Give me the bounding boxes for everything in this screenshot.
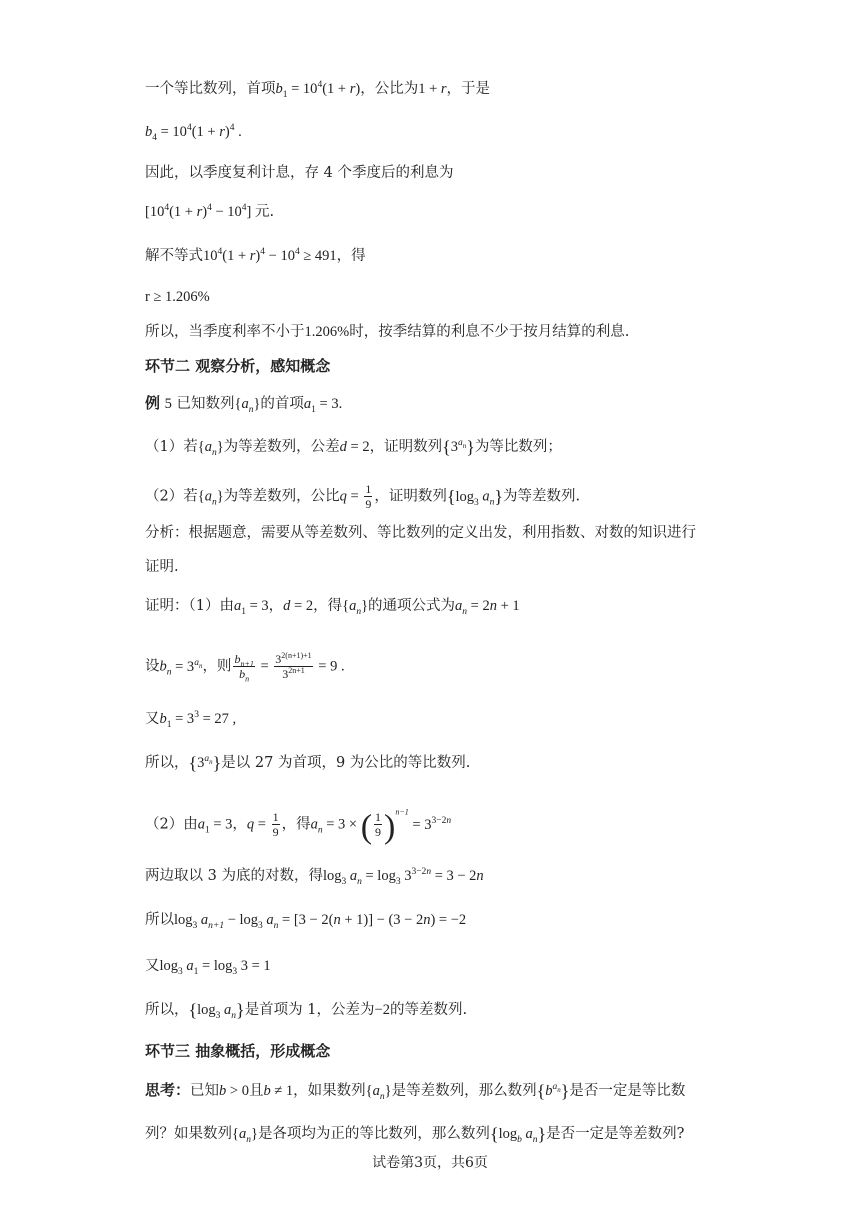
section-heading: 环节三 抽象概括，形成概念 [145, 1042, 331, 1060]
text: 所以， [145, 1002, 189, 1018]
page-footer: 试卷第3页，共6页 [372, 1155, 488, 1171]
text: ，证明数列 [374, 488, 447, 505]
text: ，于是 [446, 81, 491, 97]
text: ，得 [336, 248, 366, 264]
text: ，如果数列 [293, 1083, 366, 1099]
text: （2）由 [145, 816, 198, 833]
formula-line: 又$\log_3 a_1 = \log_3 3 = 1$ [145, 958, 271, 977]
text: 的通项公式为 [368, 598, 456, 614]
formula-line: $b_4 = 10^4(1 + r)^4$ . [145, 123, 242, 143]
text: ， [232, 816, 247, 833]
text: 且 [248, 1083, 264, 1099]
text: （2）若 [145, 488, 198, 505]
text: 又 [145, 711, 160, 727]
text: 1.206% [304, 324, 350, 340]
text: 又 [145, 958, 160, 974]
text: 证明：（1）由 [145, 598, 234, 614]
text-line: （2）若$\{a_n\}$为等差数列，公比q = $\frac{1}{9}$ ，证明数列{$\log_3$ $a_n$}为等差数列. [145, 482, 581, 511]
text: 为等比数列； [474, 439, 562, 455]
text: 所以 [145, 912, 174, 928]
text-line: 所以，$\{3^{a_n}\}$是以 27 为首项，9 为公比的等比数列. [145, 753, 471, 773]
text-line: 所以，{$\log_3$ $a_n$}是首项为 1，公差为−2的等差数列. [145, 1000, 468, 1021]
text: 5 [164, 396, 172, 412]
text-line: 因此，以季度复利计息，存 4 个季度后的利息为 [145, 165, 454, 181]
text: （1）若 [145, 439, 198, 455]
example-line: 例 5 已知数列$\{a_n\}$的首项$a_1 = 3$. [145, 394, 343, 415]
text: ， [268, 598, 284, 614]
text: 所以， [145, 755, 189, 771]
text: 为等差数列. [503, 488, 581, 505]
text-line [145, 322, 629, 342]
text: ，公比为 [360, 81, 419, 97]
text: r ≥ 1.206% [145, 289, 210, 305]
formula-line: 又$b_1 = 3^3 = 27$ , [145, 710, 237, 730]
text: 列？如果数列 [145, 1126, 232, 1142]
text-line: 解不等式$10^4(1 + r)^4 - 10^4 \ge 491$，得 [145, 247, 366, 264]
text: 两边取以 3 为底的对数，得 [145, 868, 323, 884]
text-line: 证明. [145, 559, 179, 575]
text: 是否一定是等差数列? [546, 1126, 685, 1142]
text: 一个等比数列，首项 [145, 81, 276, 97]
text: 已知数列 [176, 396, 235, 412]
section-heading: 环节二 观察分析，感知概念 [145, 357, 331, 375]
formula-line: 所以$\log_3 a_{n+1} - \log_3 a_n = [3 - 2(n + 1)] - (3 - 2n) = -2$ [145, 912, 467, 931]
text: 元. [255, 204, 275, 220]
text-line: （1）若$\{a_n\}$为等差数列，公差d = 2，证明数列$\{3^{a_n}\}$为等比数列； [145, 437, 562, 458]
text: 已知 [190, 1083, 220, 1099]
text-line: 一个等比数列，首项$b_1 = 10^4(1 + r)$，公比为1 + r，于是 [145, 80, 491, 100]
text: 设 [145, 658, 160, 675]
text: ，则 [202, 658, 232, 675]
text: 是等差数列，那么数列 [391, 1083, 537, 1099]
formula-line: 设$b_n = 3^{a_n}$，则 $\frac{b_{n+1}}{b_n}$ = $\frac{3^{2(n+1)+1}}{3^{2n+1}}$ = 9 . [145, 651, 345, 684]
text: ，得 [313, 598, 343, 614]
text-line: 证明：（1）由$a_1 = 3$，d = 2，得$\{a_n\}$的通项公式为$a_n = 2n + 1$ [145, 598, 520, 617]
text: 所以，当季度利率不小于 [145, 324, 305, 340]
text: 时，按季结算的利息不少于按月结算的利息. [349, 324, 630, 340]
text: 为等差数列，公差 [223, 439, 340, 455]
formula-line: $[10^4(1 + r)^4 - 10^4]$ 元. [145, 203, 275, 220]
text: 是各项均为正的等比数列，那么数列 [257, 1126, 490, 1142]
text-line: 列？如果数列$\{a_n\}$是各项均为正的等比数列，那么数列{$\log_b$ $a_n$}是否一定是等差数列? [145, 1124, 685, 1145]
text: 的等差数列. [389, 1002, 468, 1018]
formula-line [145, 287, 210, 307]
example-label: 例 [145, 394, 161, 412]
text: ，得 [281, 816, 311, 833]
text: 为等差数列，公比 [223, 488, 340, 505]
text: ，证明数列 [369, 439, 443, 455]
text-line: 思考：已知b > 0且b ≠ 1，如果数列$\{a_n\}$是等差数列，那么数列$\{b^{a_n}\}$是否一定是等比数 [145, 1081, 686, 1102]
text-line: 分析：根据题意，需要从等差数列、等比数列的定义出发，利用指数、对数的知识进行 [145, 525, 696, 541]
text: 是首项为 1，公差为 [244, 1002, 375, 1018]
text: 是否一定是等比数 [569, 1083, 686, 1099]
text: 是以 27 为首项，9 为公比的等比数列. [221, 755, 471, 771]
text: 解不等式 [145, 248, 203, 264]
text: 的首项 [260, 396, 304, 412]
formula-line: （2）由$a_1 = 3$，q = $\frac{1}{9}$ ，得$a_n = 3$ × ( $\frac{1}{9}$ )$^{n-1} = 3^{3-2n}$ [145, 807, 452, 846]
formula-line: 两边取以 3 为底的对数，得$\log_3 a_n = \log_3 3^{3-2n} = 3 - 2n$ [145, 867, 484, 887]
think-label: 思考： [145, 1081, 191, 1099]
